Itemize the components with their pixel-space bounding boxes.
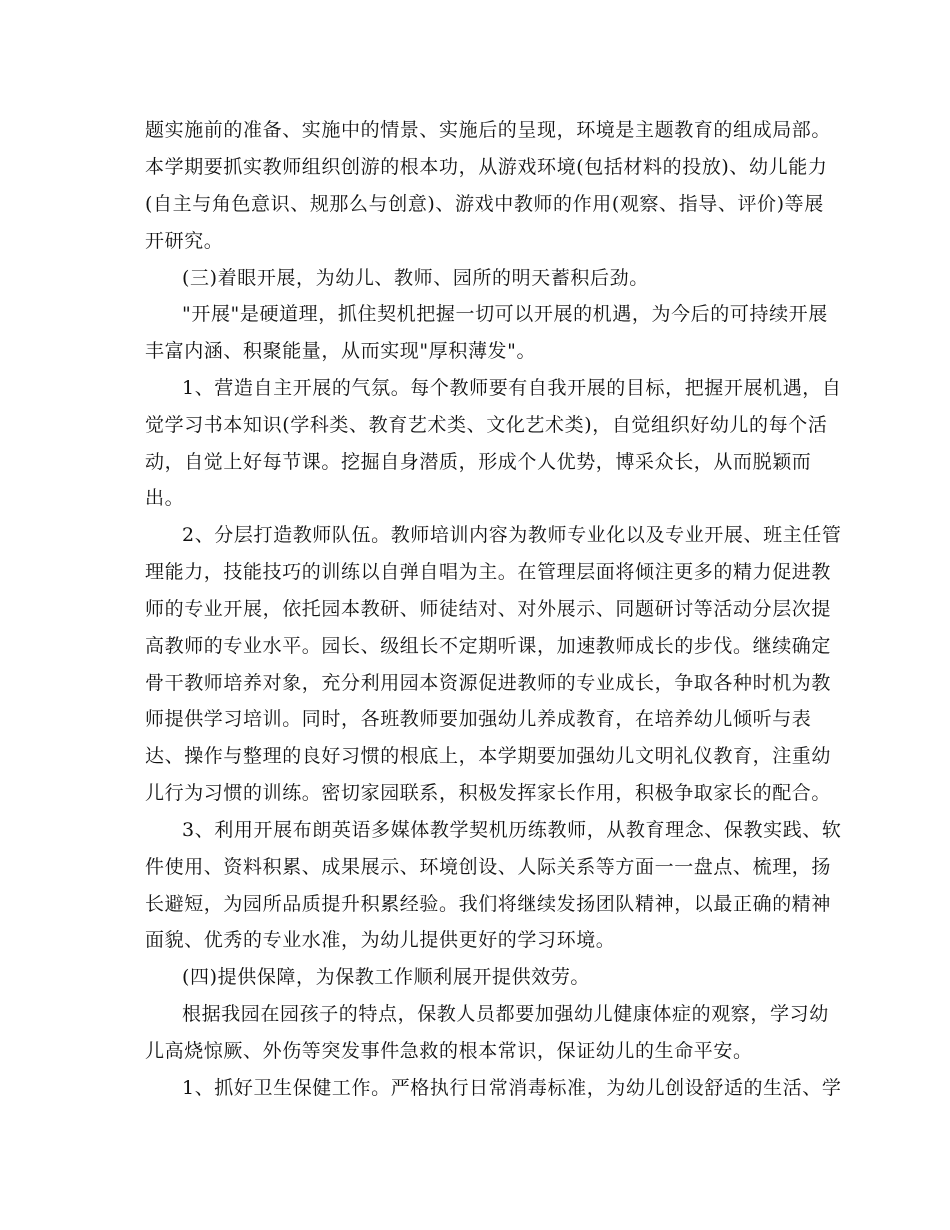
section-heading: (三)着眼开展，为幼儿、教师、园所的明天蓄积后劲。 <box>182 267 649 289</box>
text-line: 长避短，为园所品质提升积累经验。我们将继续发扬团队精神，以最正确的精神 <box>145 893 832 915</box>
text-line: 丰富内涵、积聚能量，从而实现"厚积薄发"。 <box>145 340 537 362</box>
section-heading: (四)提供保障，为保教工作顺利展开提供效劳。 <box>182 966 591 988</box>
text-line: 3、利用开展布朗英语多媒体教学契机历练教师，从教育理念、保教实践、软 <box>182 819 842 841</box>
text-line: 儿行为习惯的训练。密切家园联系，积极发挥家长作用，积极争取家长的配合。 <box>145 782 832 804</box>
text-line: 面貌、优秀的专业水准，为幼儿提供更好的学习环境。 <box>145 929 616 951</box>
text-line: 开研究。 <box>145 230 224 252</box>
text-line: 本学期要抓实教师组织创游的根本功，从游戏环境(包括材料的投放)、幼儿能力 <box>145 156 828 178</box>
text-line: (自主与角色意识、规那么与创意)、游戏中教师的作用(观察、指导、评价)等展 <box>145 193 824 215</box>
text-line: "开展"是硬道理，抓住契机把握一切可以开展的机遇，为今后的可持续开展 <box>182 303 828 325</box>
text-line: 儿高烧惊厥、外伤等突发事件急救的根本常识，保证幼儿的生命平安。 <box>145 1040 753 1062</box>
text-line: 理能力，技能技巧的训练以自弹自唱为主。在管理层面将倾注更多的精力促进教 <box>145 561 832 583</box>
text-line: 师的专业开展，依托园本教研、师徒结对、对外展示、同题研讨等活动分层次提 <box>145 598 832 620</box>
text-line: 达、操作与整理的良好习惯的根底上，本学期要加强幼儿文明礼仪教育，注重幼 <box>145 745 832 767</box>
text-line: 件使用、资料积累、成果展示、环境创设、人际关系等方面一一盘点、梳理，扬 <box>145 856 832 878</box>
text-line: 根据我园在园孩子的特点，保教人员都要加强幼儿健康体症的观察，学习幼 <box>182 1003 829 1025</box>
text-line: 高教师的专业水平。园长、级组长不定期听课，加速教师成长的步伐。继续确定 <box>145 635 832 657</box>
text-line: 1、营造自主开展的气氛。每个教师要有自我开展的目标，把握开展机遇，自 <box>182 377 842 399</box>
text-line: 动，自觉上好每节课。挖掘自身潜质，形成个人优势，博采众长，从而脱颖而 <box>145 451 812 473</box>
text-line: 2、分层打造教师队伍。教师培训内容为教师专业化以及专业开展、班主任管 <box>182 524 842 546</box>
text-line: 骨干教师培养对象，充分利用园本资源促进教师的专业成长，争取各种时机为教 <box>145 672 832 694</box>
text-line: 1、抓好卫生保健工作。严格执行日常消毒标准，为幼儿创设舒适的生活、学 <box>182 1077 842 1099</box>
text-line: 题实施前的准备、实施中的情景、实施后的呈现，环境是主题教育的组成局部。 <box>145 119 832 141</box>
text-line: 师提供学习培训。同时，各班教师要加强幼儿养成教育，在培养幼儿倾听与表 <box>145 708 812 730</box>
text-line: 觉学习书本知识(学科类、教育艺术类、文化艺术类)，自觉组织好幼儿的每个活 <box>145 414 828 436</box>
text-line: 出。 <box>145 487 185 509</box>
